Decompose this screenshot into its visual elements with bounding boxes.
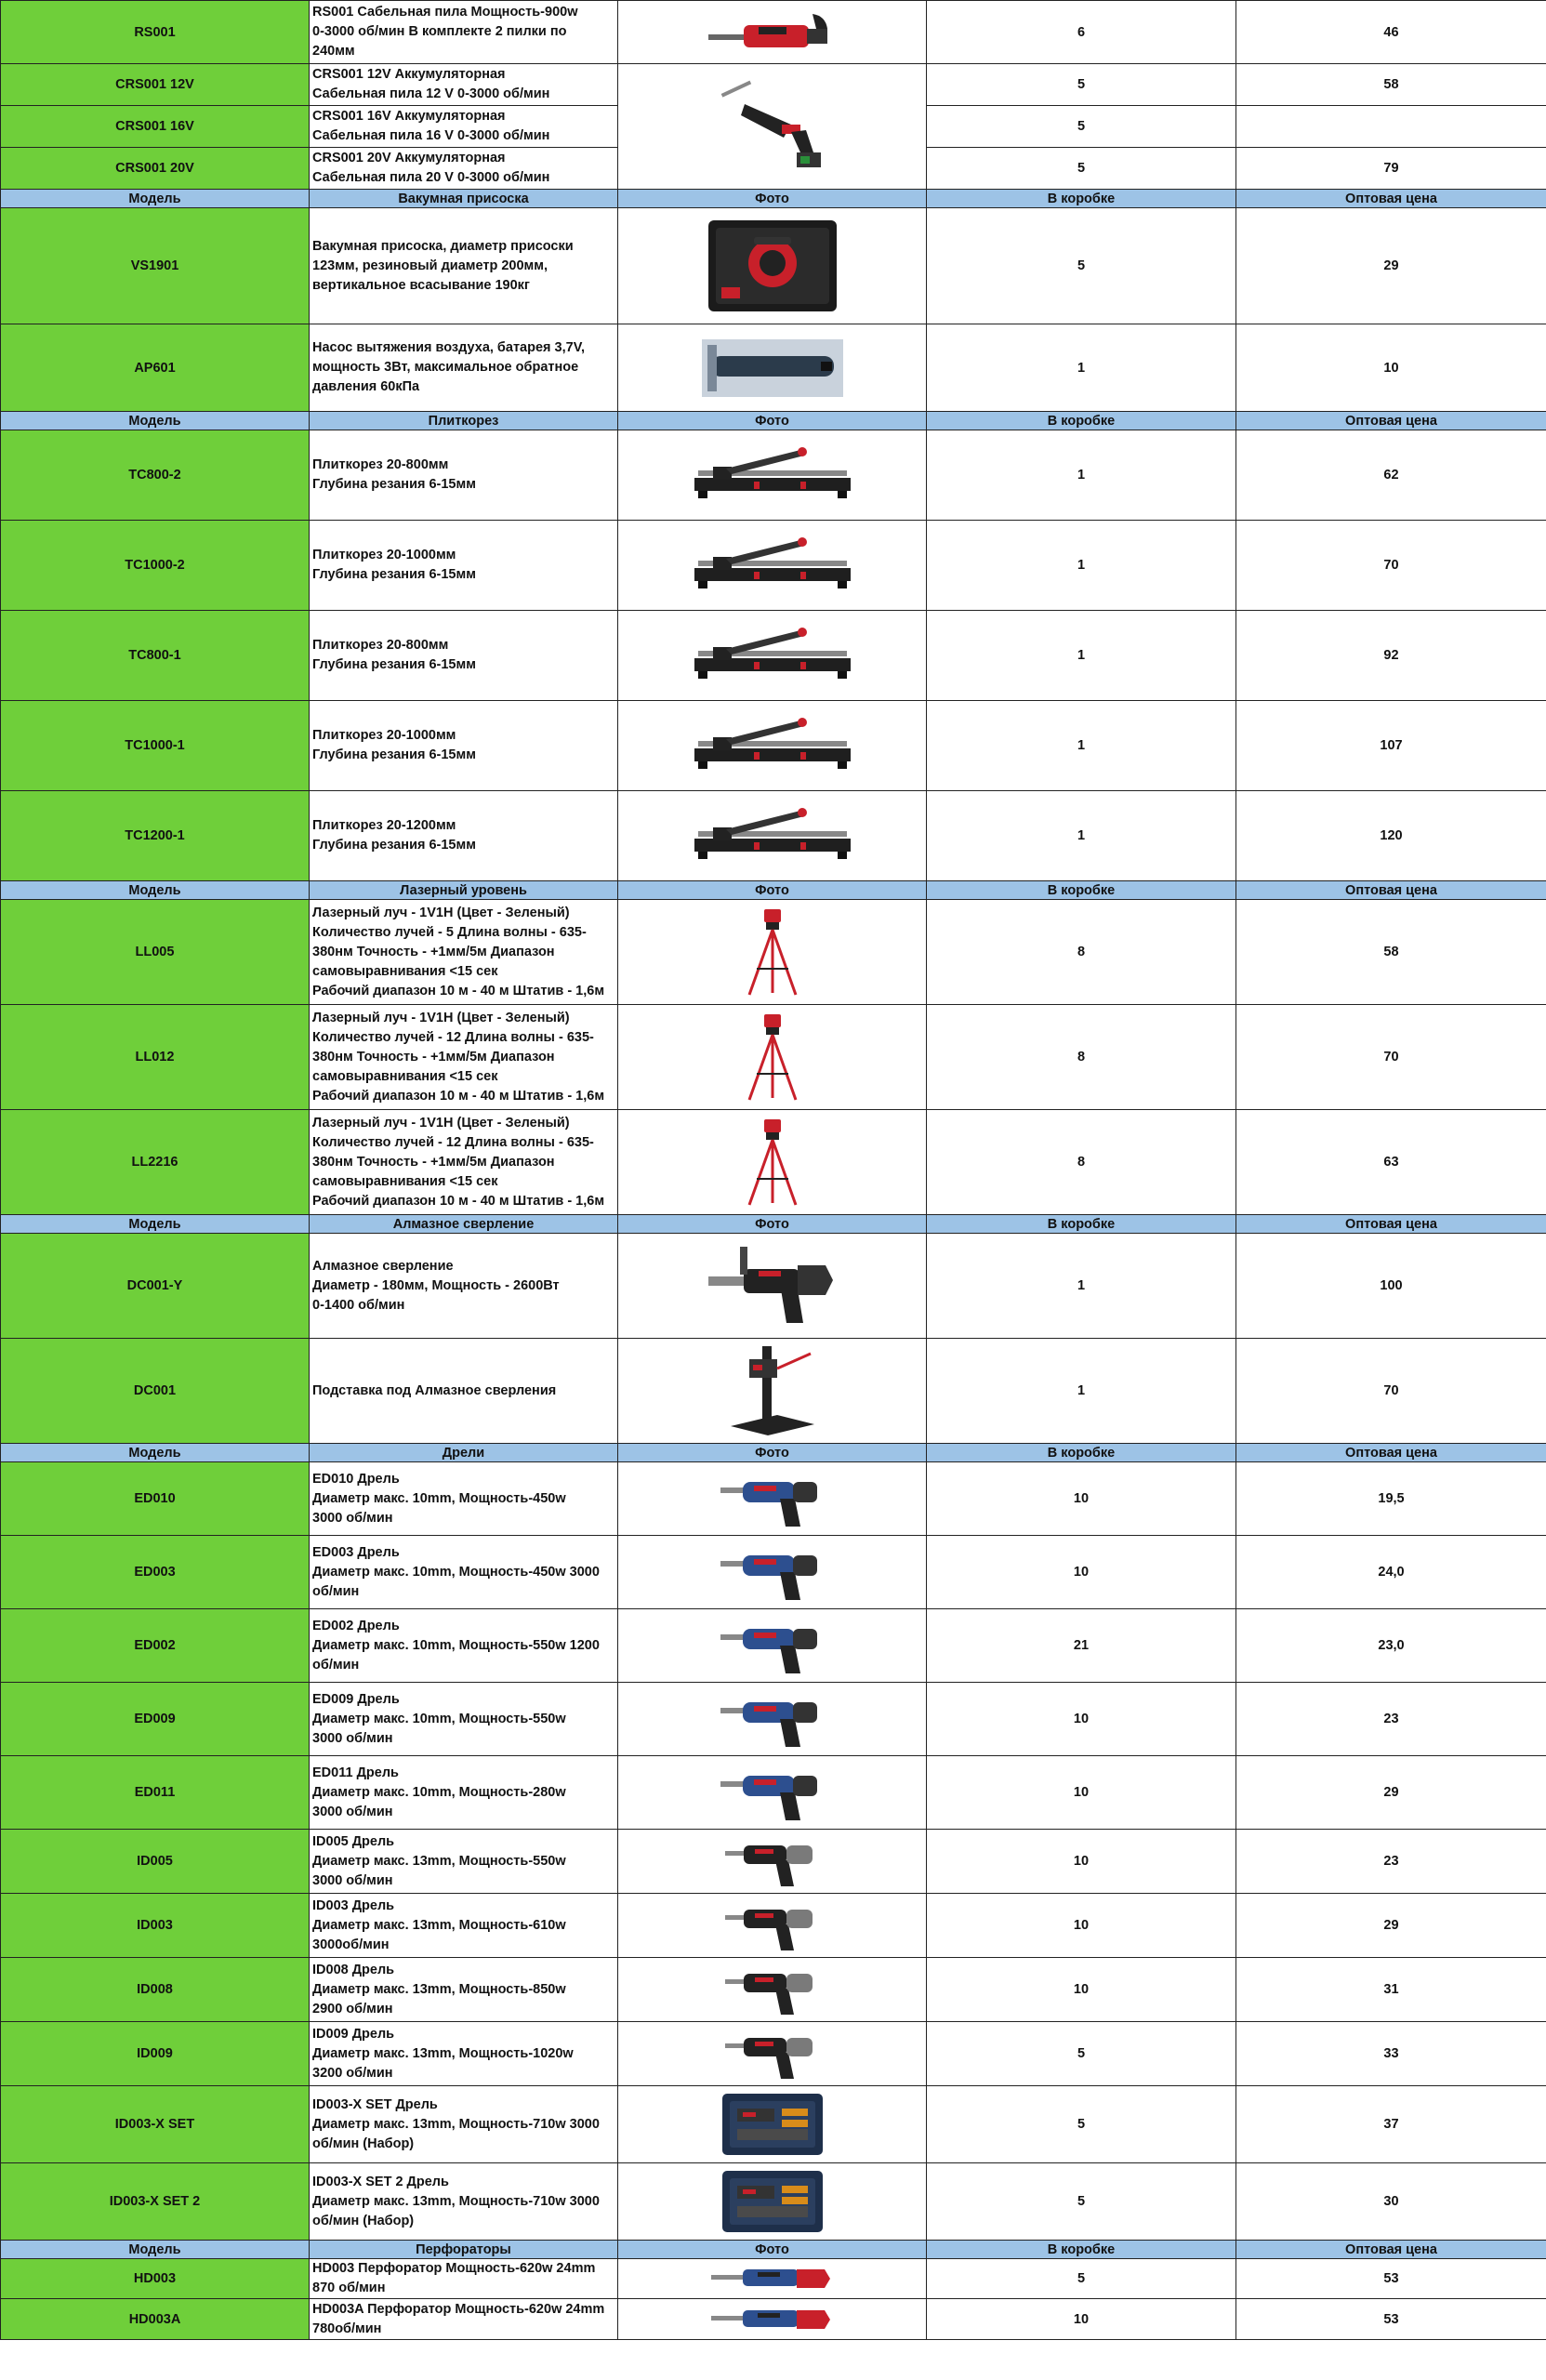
box-qty-cell: 10 bbox=[927, 2299, 1236, 2340]
photo-cell bbox=[618, 1462, 927, 1536]
box-qty-cell: 5 bbox=[927, 64, 1236, 106]
description-cell: Вакумная присоска, диаметр присоски 123мм, резиновый диаметр 200мм, вертикальное всасывание 190кг bbox=[310, 208, 618, 324]
price-cell bbox=[1236, 106, 1546, 148]
model-cell: HD003 bbox=[1, 2259, 310, 2299]
box-qty-cell: 10 bbox=[927, 1683, 1236, 1756]
tile-cutter-icon bbox=[689, 805, 856, 866]
model-cell: ED011 bbox=[1, 1756, 310, 1830]
photo-cell bbox=[618, 1536, 927, 1609]
header-box-label: В коробке bbox=[927, 1215, 1236, 1234]
description-cell: ID003-X SET Дрель Диаметр макс. 13mm, Мощность-710w 3000 об/мин (Набор) bbox=[310, 2086, 618, 2163]
price-cell: 10 bbox=[1236, 324, 1546, 412]
impact-drill-icon bbox=[721, 1831, 824, 1892]
product-row bbox=[1, 64, 1546, 106]
model-cell: TC1200-1 bbox=[1, 791, 310, 881]
model-cell: TC800-2 bbox=[1, 430, 310, 521]
box-qty-cell: 5 bbox=[927, 2022, 1236, 2086]
product-row bbox=[1, 2086, 1546, 2163]
photo-cell bbox=[618, 2299, 927, 2340]
price-cell: 58 bbox=[1236, 900, 1546, 1005]
header-price-label: Оптовая цена bbox=[1236, 881, 1546, 900]
product-row bbox=[1, 1609, 1546, 1683]
header-photo-label: Фото bbox=[618, 2241, 927, 2259]
price-cell: 29 bbox=[1236, 1756, 1546, 1830]
model-cell: ID003 bbox=[1, 1894, 310, 1958]
model-cell: ED002 bbox=[1, 1609, 310, 1683]
laser-level-tripod-icon bbox=[740, 1009, 805, 1105]
header-box-label: В коробке bbox=[927, 190, 1236, 208]
description-cell: Плиткорез 20-1200мм Глубина резания 6-15мм bbox=[310, 791, 618, 881]
category-header-row bbox=[1, 1444, 1546, 1462]
description-cell: HD003 Перфоратор Мощность-620w 24mm 870 об/мин bbox=[310, 2259, 618, 2299]
drill-stand-icon bbox=[721, 1341, 824, 1441]
category-header-row bbox=[1, 412, 1546, 430]
box-qty-cell: 10 bbox=[927, 1830, 1236, 1894]
product-row bbox=[1, 1234, 1546, 1339]
description-cell: ED003 Дрель Диаметр макс. 10mm, Мощность-450w 3000 об/мин bbox=[310, 1536, 618, 1609]
photo-cell bbox=[618, 1609, 927, 1683]
model-cell: CRS001 20V bbox=[1, 148, 310, 190]
price-table-body bbox=[1, 1, 1546, 2340]
box-qty-cell: 1 bbox=[927, 521, 1236, 611]
price-cell: 107 bbox=[1236, 701, 1546, 791]
description-cell: ID008 Дрель Диаметр макс. 13mm, Мощность-850w 2900 об/мин bbox=[310, 1958, 618, 2022]
price-cell: 23 bbox=[1236, 1830, 1546, 1894]
model-cell: VS1901 bbox=[1, 208, 310, 324]
impact-drill-icon bbox=[721, 1895, 824, 1956]
price-cell: 30 bbox=[1236, 2163, 1546, 2241]
header-photo-label: Фото bbox=[618, 1444, 927, 1462]
description-cell: HD003A Перфоратор Мощность-620w 24mm 780об/мин bbox=[310, 2299, 618, 2340]
vacuum-lifter-case-icon bbox=[703, 215, 842, 317]
header-price-label: Оптовая цена bbox=[1236, 1215, 1546, 1234]
price-cell: 70 bbox=[1236, 1339, 1546, 1444]
box-qty-cell: 1 bbox=[927, 791, 1236, 881]
photo-cell bbox=[618, 208, 927, 324]
box-qty-cell: 8 bbox=[927, 900, 1236, 1005]
header-box-label: В коробке bbox=[927, 2241, 1236, 2259]
price-cell: 23 bbox=[1236, 1683, 1546, 1756]
description-cell: Насос вытяжения воздуха, батарея 3,7V, мощность 3Вт, максимальное обратное давления 60кПа bbox=[310, 324, 618, 412]
tile-cutter-icon bbox=[689, 715, 856, 776]
price-cell: 19,5 bbox=[1236, 1462, 1546, 1536]
price-cell: 23,0 bbox=[1236, 1609, 1546, 1683]
description-cell: Плиткорез 20-800мм Глубина резания 6-15мм bbox=[310, 430, 618, 521]
header-box-label: В коробке bbox=[927, 412, 1236, 430]
description-cell: ED011 Дрель Диаметр макс. 10mm, Мощность-280w 3000 об/мин bbox=[310, 1756, 618, 1830]
category-header-row bbox=[1, 881, 1546, 900]
header-category-label: Алмазное сверление bbox=[310, 1215, 618, 1234]
photo-cell bbox=[618, 791, 927, 881]
price-cell: 53 bbox=[1236, 2259, 1546, 2299]
price-cell: 29 bbox=[1236, 208, 1546, 324]
drill-icon bbox=[717, 1612, 828, 1679]
header-model-label: Модель bbox=[1, 190, 310, 208]
description-cell: Подставка под Алмазное сверления bbox=[310, 1339, 618, 1444]
description-cell: ID003-X SET 2 Дрель Диаметр макс. 13mm, Мощность-710w 3000 об/мин (Набор) bbox=[310, 2163, 618, 2241]
tile-cutter-icon bbox=[689, 444, 856, 506]
photo-cell bbox=[618, 1894, 927, 1958]
impact-drill-icon bbox=[721, 2023, 824, 2084]
impact-drill-icon bbox=[721, 1959, 824, 2020]
header-category-label: Вакумная присоска bbox=[310, 190, 618, 208]
model-cell: ED003 bbox=[1, 1536, 310, 1609]
air-pump-package-icon bbox=[698, 336, 847, 401]
model-cell: ID005 bbox=[1, 1830, 310, 1894]
box-qty-cell: 8 bbox=[927, 1110, 1236, 1215]
model-cell: AP601 bbox=[1, 324, 310, 412]
model-cell: ED010 bbox=[1, 1462, 310, 1536]
price-cell: 24,0 bbox=[1236, 1536, 1546, 1609]
description-cell: Алмазное сверление Диаметр - 180мм, Мощность - 2600Вт 0-1400 об/мин bbox=[310, 1234, 618, 1339]
description-cell: ID005 Дрель Диаметр макс. 13mm, Мощность-550w 3000 об/мин bbox=[310, 1830, 618, 1894]
box-qty-cell: 8 bbox=[927, 1005, 1236, 1110]
box-qty-cell: 5 bbox=[927, 106, 1236, 148]
product-row bbox=[1, 791, 1546, 881]
category-header-row bbox=[1, 1215, 1546, 1234]
description-cell: ED002 Дрель Диаметр макс. 10mm, Мощность-550w 1200 об/мин bbox=[310, 1609, 618, 1683]
product-row bbox=[1, 1756, 1546, 1830]
price-cell: 100 bbox=[1236, 1234, 1546, 1339]
photo-cell bbox=[618, 324, 927, 412]
product-row bbox=[1, 2163, 1546, 2241]
product-row bbox=[1, 1, 1546, 64]
photo-cell bbox=[618, 1, 927, 64]
header-model-label: Модель bbox=[1, 2241, 310, 2259]
photo-cell bbox=[618, 2259, 927, 2299]
box-qty-cell: 1 bbox=[927, 701, 1236, 791]
product-row bbox=[1, 1958, 1546, 2022]
product-row bbox=[1, 1462, 1546, 1536]
model-cell: LL2216 bbox=[1, 1110, 310, 1215]
model-cell: DC001-Y bbox=[1, 1234, 310, 1339]
product-row bbox=[1, 1894, 1546, 1958]
product-row bbox=[1, 1683, 1546, 1756]
tool-set-case-icon bbox=[717, 2165, 828, 2238]
price-cell: 46 bbox=[1236, 1, 1546, 64]
header-category-label: Лазерный уровень bbox=[310, 881, 618, 900]
product-row bbox=[1, 2299, 1546, 2340]
tile-cutter-icon bbox=[689, 535, 856, 596]
photo-cell bbox=[618, 430, 927, 521]
photo-cell bbox=[618, 900, 927, 1005]
description-cell: Лазерный луч - 1V1H (Цвет - Зеленый) Количество лучей - 12 Длина волны - 635- 380нм Точность - +1мм/5м Диапазон самовыравнивания <15 сек Рабочий диапазон 10 м - 40 м Штатив - 1,6м bbox=[310, 1110, 618, 1215]
header-price-label: Оптовая цена bbox=[1236, 1444, 1546, 1462]
model-cell: CRS001 16V bbox=[1, 106, 310, 148]
header-photo-label: Фото bbox=[618, 190, 927, 208]
model-cell: TC1000-2 bbox=[1, 521, 310, 611]
description-cell: ID003 Дрель Диаметр макс. 13mm, Мощность-610w 3000об/мин bbox=[310, 1894, 618, 1958]
laser-level-tripod-icon bbox=[740, 904, 805, 1000]
photo-cell bbox=[618, 1339, 927, 1444]
price-cell: 29 bbox=[1236, 1894, 1546, 1958]
box-qty-cell: 6 bbox=[927, 1, 1236, 64]
saber-saw-icon bbox=[703, 7, 842, 59]
box-qty-cell: 5 bbox=[927, 2163, 1236, 2241]
box-qty-cell: 10 bbox=[927, 1462, 1236, 1536]
box-qty-cell: 5 bbox=[927, 2086, 1236, 2163]
product-row bbox=[1, 2259, 1546, 2299]
model-cell: ID008 bbox=[1, 1958, 310, 2022]
header-model-label: Модель bbox=[1, 1444, 310, 1462]
price-cell: 31 bbox=[1236, 1958, 1546, 2022]
description-cell: RS001 Сабельная пила Мощность-900w 0-3000 об/мин В комплекте 2 пилки по 240мм bbox=[310, 1, 618, 64]
box-qty-cell: 1 bbox=[927, 430, 1236, 521]
price-cell: 120 bbox=[1236, 791, 1546, 881]
price-cell: 62 bbox=[1236, 430, 1546, 521]
box-qty-cell: 5 bbox=[927, 148, 1236, 190]
laser-level-tripod-icon bbox=[740, 1114, 805, 1210]
box-qty-cell: 1 bbox=[927, 611, 1236, 701]
description-cell: CRS001 12V Аккумуляторная Сабельная пила 12 V 0-3000 об/мин bbox=[310, 64, 618, 106]
model-cell: TC800-1 bbox=[1, 611, 310, 701]
product-row bbox=[1, 1536, 1546, 1609]
box-qty-cell: 21 bbox=[927, 1609, 1236, 1683]
model-cell: ID003-X SET 2 bbox=[1, 2163, 310, 2241]
header-price-label: Оптовая цена bbox=[1236, 412, 1546, 430]
model-cell: LL012 bbox=[1, 1005, 310, 1110]
photo-cell bbox=[618, 1005, 927, 1110]
drill-icon bbox=[717, 1539, 828, 1606]
photo-cell bbox=[618, 2022, 927, 2086]
header-category-label: Дрели bbox=[310, 1444, 618, 1462]
photo-cell bbox=[618, 1110, 927, 1215]
photo-cell bbox=[618, 64, 927, 190]
product-row bbox=[1, 900, 1546, 1005]
description-cell: Лазерный луч - 1V1H (Цвет - Зеленый) Количество лучей - 12 Длина волны - 635- 380нм Точность - +1мм/5м Диапазон самовыравнивания <15 сек Рабочий диапазон 10 м - 40 м Штатив - 1,6м bbox=[310, 1005, 618, 1110]
product-row bbox=[1, 2022, 1546, 2086]
product-row bbox=[1, 1830, 1546, 1894]
box-qty-cell: 1 bbox=[927, 1339, 1236, 1444]
description-cell: Плиткорез 20-1000мм Глубина резания 6-15мм bbox=[310, 521, 618, 611]
box-qty-cell: 10 bbox=[927, 1756, 1236, 1830]
tile-cutter-icon bbox=[689, 625, 856, 686]
photo-cell bbox=[618, 1756, 927, 1830]
header-price-label: Оптовая цена bbox=[1236, 190, 1546, 208]
header-box-label: В коробке bbox=[927, 1444, 1236, 1462]
model-cell: RS001 bbox=[1, 1, 310, 64]
category-header-row bbox=[1, 190, 1546, 208]
photo-cell bbox=[618, 1683, 927, 1756]
price-cell: 33 bbox=[1236, 2022, 1546, 2086]
product-row bbox=[1, 1339, 1546, 1444]
photo-cell bbox=[618, 1830, 927, 1894]
photo-cell bbox=[618, 701, 927, 791]
price-cell: 92 bbox=[1236, 611, 1546, 701]
product-row bbox=[1, 521, 1546, 611]
price-cell: 58 bbox=[1236, 64, 1546, 106]
header-photo-label: Фото bbox=[618, 881, 927, 900]
header-model-label: Модель bbox=[1, 412, 310, 430]
header-price-label: Оптовая цена bbox=[1236, 2241, 1546, 2259]
product-row bbox=[1, 324, 1546, 412]
description-cell: Плиткорез 20-1000мм Глубина резания 6-15мм bbox=[310, 701, 618, 791]
description-cell: CRS001 20V Аккумуляторная Сабельная пила 20 V 0-3000 об/мин bbox=[310, 148, 618, 190]
description-cell: Лазерный луч - 1V1H (Цвет - Зеленый) Количество лучей - 5 Длина волны - 635- 380нм Точность - +1мм/5м Диапазон самовыравнивания <15 сек Рабочий диапазон 10 м - 40 м Штатив - 1,6м bbox=[310, 900, 618, 1005]
photo-cell bbox=[618, 1234, 927, 1339]
model-cell: CRS001 12V bbox=[1, 64, 310, 106]
product-row bbox=[1, 430, 1546, 521]
price-cell: 63 bbox=[1236, 1110, 1546, 1215]
price-cell: 53 bbox=[1236, 2299, 1546, 2340]
box-qty-cell: 10 bbox=[927, 1536, 1236, 1609]
box-qty-cell: 10 bbox=[927, 1894, 1236, 1958]
model-cell: DC001 bbox=[1, 1339, 310, 1444]
description-cell: Плиткорез 20-800мм Глубина резания 6-15мм bbox=[310, 611, 618, 701]
description-cell: ED010 Дрель Диаметр макс. 10mm, Мощность-450w 3000 об/мин bbox=[310, 1462, 618, 1536]
model-cell: ID003-X SET bbox=[1, 2086, 310, 2163]
box-qty-cell: 5 bbox=[927, 208, 1236, 324]
photo-cell bbox=[618, 1958, 927, 2022]
photo-cell bbox=[618, 611, 927, 701]
cordless-saber-saw-icon bbox=[717, 78, 828, 175]
drill-icon bbox=[717, 1465, 828, 1532]
photo-cell bbox=[618, 2163, 927, 2241]
rotary-hammer-icon bbox=[707, 2301, 838, 2338]
header-photo-label: Фото bbox=[618, 1215, 927, 1234]
header-category-label: Перфораторы bbox=[310, 2241, 618, 2259]
model-cell: ED009 bbox=[1, 1683, 310, 1756]
price-cell: 37 bbox=[1236, 2086, 1546, 2163]
rotary-hammer-icon bbox=[707, 2260, 838, 2297]
header-category-label: Плиткорез bbox=[310, 412, 618, 430]
drill-icon bbox=[717, 1686, 828, 1752]
category-header-row bbox=[1, 2241, 1546, 2259]
model-cell: LL005 bbox=[1, 900, 310, 1005]
drill-icon bbox=[717, 1759, 828, 1826]
description-cell: CRS001 16V Аккумуляторная Сабельная пила 16 V 0-3000 об/мин bbox=[310, 106, 618, 148]
box-qty-cell: 1 bbox=[927, 324, 1236, 412]
box-qty-cell: 5 bbox=[927, 2259, 1236, 2299]
box-qty-cell: 1 bbox=[927, 1234, 1236, 1339]
product-row bbox=[1, 701, 1546, 791]
price-cell: 70 bbox=[1236, 1005, 1546, 1110]
header-box-label: В коробке bbox=[927, 881, 1236, 900]
header-model-label: Модель bbox=[1, 881, 310, 900]
product-row bbox=[1, 1110, 1546, 1215]
header-photo-label: Фото bbox=[618, 412, 927, 430]
tool-set-case-icon bbox=[717, 2088, 828, 2161]
box-qty-cell: 10 bbox=[927, 1958, 1236, 2022]
photo-cell bbox=[618, 2086, 927, 2163]
model-cell: HD003A bbox=[1, 2299, 310, 2340]
product-row bbox=[1, 611, 1546, 701]
model-cell: TC1000-1 bbox=[1, 701, 310, 791]
price-cell: 70 bbox=[1236, 521, 1546, 611]
price-cell: 79 bbox=[1236, 148, 1546, 190]
description-cell: ID009 Дрель Диаметр макс. 13mm, Мощность-1020w 3200 об/мин bbox=[310, 2022, 618, 2086]
core-drill-icon bbox=[703, 1237, 842, 1334]
header-model-label: Модель bbox=[1, 1215, 310, 1234]
product-row bbox=[1, 208, 1546, 324]
photo-cell bbox=[618, 521, 927, 611]
model-cell: ID009 bbox=[1, 2022, 310, 2086]
product-row bbox=[1, 1005, 1546, 1110]
description-cell: ED009 Дрель Диаметр макс. 10mm, Мощность-550w 3000 об/мин bbox=[310, 1683, 618, 1756]
